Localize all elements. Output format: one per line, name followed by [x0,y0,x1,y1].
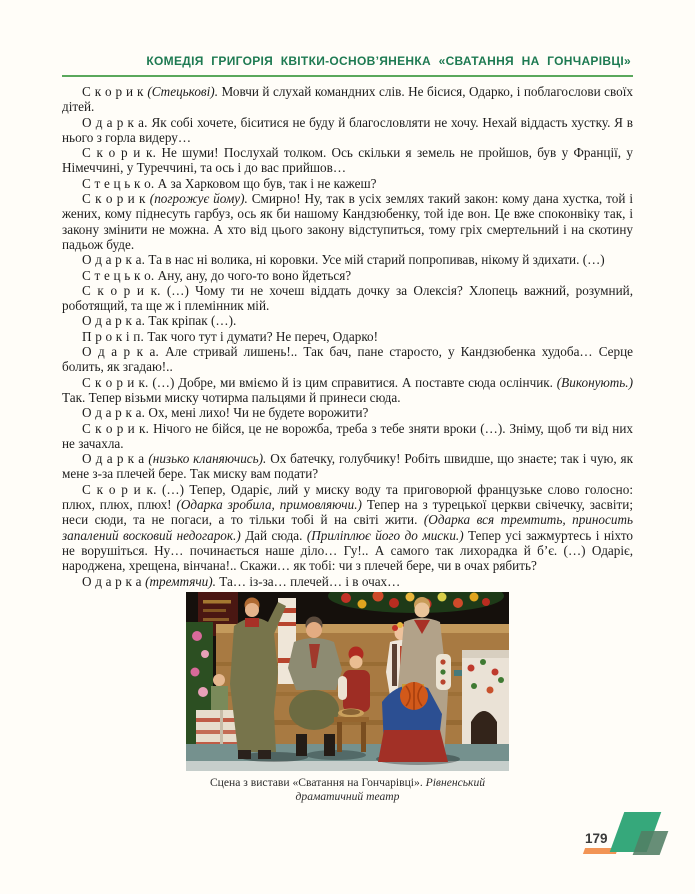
play-paragraph [62,176,633,191]
page-number: 179 [585,831,608,846]
dialogue-text: Так. Тепер візьми миску чотирма пальцями й принеси сюда. [62,389,401,405]
stage-direction: (Приліплює його до миски.) [306,527,464,543]
play-paragraph [62,375,633,406]
stage-direction: (Одарка зробила, примовляючи.) [176,497,362,513]
dialogue-text: А за Харковом що був, так і не кажеш? [154,175,377,191]
stage-photo-figure [186,592,509,804]
dialogue-text: Ох, мені лихо! Чи не будете ворожити? [145,405,369,421]
dialogue-text: Ох батечку, голубчику! Робіть швидше, що знаєте; так і чую, як мене з-за плечей бере. Так миску вам подати? [62,451,633,482]
character-name: О д а р к а. [82,405,146,421]
dialogue-text: (…) Тепер, Одаріє, лий у миску воду та приговорюй французьке слово голосно: плюх, плюх, плюх! [62,481,633,513]
character-name: О д а р к а. [82,252,146,268]
dialogue-text: Тепер усі зажмуртесь і ніхто не ворушіться. Ну… починається наше діло… Гу!.. А самого так лихорадка й б’є. (…) Одаріє, народжена, хрещена, вінчана!.. Скажи… як тобі: чи з плечей бере, чи в очах рябить? [62,527,633,574]
play-paragraph [62,84,633,115]
dialogue-text: Та в нас ні волика, ні коровки. Усе мій старий попропивав, нікому й здихати. (…) [145,252,605,268]
play-paragraph [62,574,633,589]
play-paragraph [62,344,633,375]
play-paragraph [62,283,633,314]
character-name: С к о р и к [82,84,148,99]
stage-direction: (погрожує йому). [149,191,248,207]
photo-caption [186,776,509,804]
play-paragraph [62,145,633,176]
chapter-header: КОМЕДІЯ ГРИГОРІЯ КВІТКИ-ОСНОВ’ЯНЕНКА «СВАТАННЯ НА ГОНЧАРІВЦІ» [62,50,633,77]
dialogue-text: Нічого не бійся, це не ворожба, треба з тебе зняти вроки (…). Зніму, щоб ти від них не зачахла. [62,420,633,451]
character-name: С к о р и к. [82,374,149,390]
play-paragraph [62,405,633,420]
character-name: С к о р и к. [82,481,157,497]
stage-photo [186,592,509,771]
stage-direction: (Одарка вся тремтить, приносить запалений восковий недогарок.) [62,512,633,543]
dialogue-text: Ану, ану, до чого-то воно йдеться? [154,267,352,283]
character-name: С т е ц ь к о. [82,267,155,283]
character-name: П р о к і п. [82,328,145,344]
play-paragraph [62,313,633,328]
painted-stove [462,650,509,756]
play-text [62,84,633,589]
dialogue-text: Не шуми! Послухай толком. Ось скільки я земель не пройшов, був у Франції, у Німеччині, у Туреччині, та ось і до вас прийшов… [62,145,633,176]
dialogue-text: Мовчи й слухай командних слів. Не бісися, Одарко, і поблагослови своїх дітей. [62,84,633,115]
stage-direction: (тремтячи). [145,573,216,589]
character-name: О д а р к а. [82,344,160,360]
character-name: С т е ц ь к о. [82,175,155,191]
stage-direction: (Стецькові). [147,84,218,99]
play-paragraph [62,421,633,452]
play-paragraph [62,268,633,283]
dialogue-text: (…) Чому ти не хочеш віддать дочку за Олексія? Хлопець важний, розумний, роботящий, та ще ж і племінник мій. [62,282,633,314]
dialogue-text: Так чого тут і думати? Не переч, Одарко! [144,328,379,344]
play-paragraph [62,451,633,482]
play-paragraph [62,252,633,267]
dialogue-text: Та… із-за… плечей… і в очах… [215,573,401,589]
play-paragraph [62,329,633,344]
character-name: С к о р и к. [82,282,161,298]
caption-theatre-name: Рівненський драматичний театр [295,775,486,803]
character-name: О д а р к а [82,451,149,467]
dialogue-text: Смирно! Ну, так в усіх землях такий закон: кому дана хустка, той і жених, кому піднесуть гарбуз, ось як би нашому Кандзюбенку, той іде вон. Це вже споконвіку так, і закону змінити не можна. А хто від цього закону відступиться, тому гріх смертельний і на скотину падьож буде. [62,191,633,252]
page-content [62,50,633,804]
character-name: С к о р и к. [82,145,157,161]
dialogue-text: Але стривай лишень!.. Так бач, пане старосто, у Кандзюбенка худоба… Серце болить, як згадаю!.. [62,344,634,375]
dialogue-text: Тепер на з турецької церкви свічечку, засвіти; неси сюди, та не погаси, а то тільки тобі й на світі жити. [62,497,633,528]
play-paragraph [62,115,633,146]
dialogue-text: (…) Добре, ми вміємо й із цим справитися. А поставте сюда ослінчик. [148,374,557,390]
dialogue-text: Дай сюда. [240,527,307,543]
stage-direction: (низько кланяючись). [148,451,267,467]
dialogue-text: Так кріпак (…). [145,313,237,329]
character-name: О д а р к а [82,573,146,589]
character-name: О д а р к а. [82,313,146,329]
play-paragraph [62,191,633,252]
play-paragraph [62,482,633,574]
stage-direction: (Виконують.) [556,374,633,390]
character-name: С к о р и к [82,191,150,207]
dialogue-text: Як собі хочете, біситися не буду й благословляти не хочу. Нехай віддасть хустку. Я в нього з горла видеру… [62,114,633,145]
character-name: С к о р и к. [82,420,150,436]
character-name: О д а р к а. [82,114,148,130]
caption-text: Сцена з вистави «Сватання на Гончарівці». [209,775,426,789]
